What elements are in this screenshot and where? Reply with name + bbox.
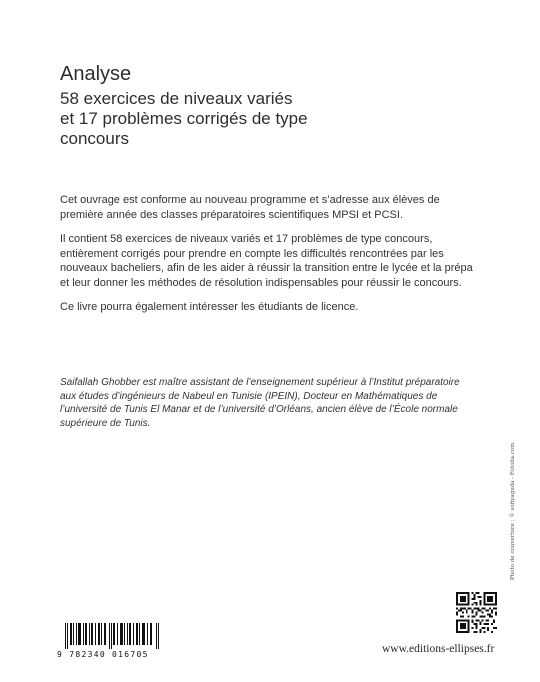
subtitle-line-2: et 17 problèmes corrigés de type (60, 109, 308, 128)
description (60, 193, 478, 325)
subtitle-line-3: concours (60, 129, 129, 148)
author-bio (60, 376, 478, 430)
subtitle-line-1: 58 exercices de niveaux variés (60, 89, 293, 108)
isbn-barcode (57, 623, 162, 659)
description-paragraph: Ce livre pourra également intéresser les étudiants de licence. (60, 301, 359, 313)
author-bio-text: Saifallah Ghobber est maître assistant de l’enseignement supérieur à l’Institut préparatoire aux études d’ingénieurs de Nabeul en Tunisie (IPEIN), Docteur en Mathématiques de l’université de Tunis El Manar et de l’université d’Orléans, ancien élève de l’École normale supérieure de Tunis. (60, 377, 460, 429)
description-paragraph: Il contient 58 exercices de niveaux variés et 17 problèmes de type concours, entièrement corrigés pour prendre en compte les difficultés rencontrées par les nouveaux bacheliers, afin de les aider à réussir la transition entre le lycée et la prépa et leur donner les méthodes de résolution indispensables pour réussir le concours. (60, 233, 473, 289)
photo-credit: Photo de couverture : © sofiyaguda - Fotolia.com (510, 442, 516, 580)
description-paragraph: Cet ouvrage est conforme au nouveau programme et s’adresse aux élèves de première année des classes préparatoires scientifiques MPSI et PCSI. (60, 194, 440, 221)
isbn-digits: 9 782340 016705 (57, 650, 149, 659)
title-block (60, 62, 480, 149)
barcode-bars (65, 623, 160, 649)
qr-code (456, 592, 497, 633)
publisher-website[interactable]: www.editions-ellipses.fr (382, 643, 495, 655)
book-title: Analyse (60, 63, 132, 85)
